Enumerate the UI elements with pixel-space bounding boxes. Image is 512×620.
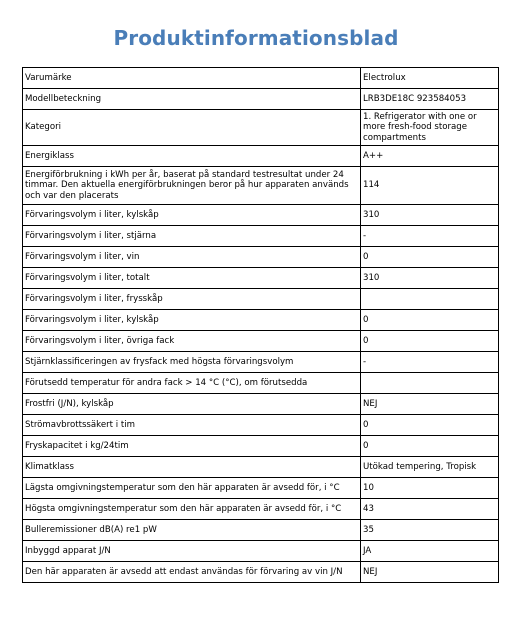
page-title: Produktinformationsblad — [113, 26, 399, 50]
row-value: JA — [361, 541, 499, 562]
table-row — [23, 89, 499, 110]
row-label: Stjärnklassificeringen av frysfack med högsta förvaringsvolym — [23, 352, 361, 373]
table-row — [23, 331, 499, 352]
table-row — [23, 352, 499, 373]
table-row — [23, 68, 499, 89]
row-label: Kategori — [23, 110, 361, 146]
row-label: Förvaringsvolym i liter, vin — [23, 247, 361, 268]
table-row — [23, 110, 499, 146]
row-label: Förvaringsvolym i liter, övriga fack — [23, 331, 361, 352]
row-label: Högsta omgivningstemperatur som den här apparaten är avsedd för, i °C — [23, 499, 361, 520]
row-value: 0 — [361, 310, 499, 331]
row-label: Klimatklass — [23, 457, 361, 478]
row-label: Fryskapacitet i kg/24tim — [23, 436, 361, 457]
row-label: Förvaringsvolym i liter, frysskåp — [23, 289, 361, 310]
row-label: Förvaringsvolym i liter, stjärna — [23, 226, 361, 247]
row-value: 310 — [361, 268, 499, 289]
table-row — [23, 541, 499, 562]
table-row — [23, 457, 499, 478]
row-value: A++ — [361, 146, 499, 167]
row-value: 114 — [361, 167, 499, 205]
row-label: Strömavbrottssäkert i tim — [23, 415, 361, 436]
row-value: 0 — [361, 247, 499, 268]
row-value: 43 — [361, 499, 499, 520]
table-row — [23, 226, 499, 247]
row-value: LRB3DE18C 923584053 — [361, 89, 499, 110]
row-value — [361, 289, 499, 310]
row-label: Frostfri (J/N), kylskåp — [23, 394, 361, 415]
row-label: Förvaringsvolym i liter, totalt — [23, 268, 361, 289]
table-row — [23, 562, 499, 583]
row-value — [361, 373, 499, 394]
row-label: Den här apparaten är avsedd att endast användas för förvaring av vin J/N — [23, 562, 361, 583]
table-row — [23, 499, 499, 520]
row-value: 0 — [361, 436, 499, 457]
row-label: Förutsedd temperatur för andra fack > 14 °C (°C), om förutsedda — [23, 373, 361, 394]
table-row — [23, 373, 499, 394]
table-row — [23, 205, 499, 226]
row-value: 10 — [361, 478, 499, 499]
row-label: Energiförbrukning i kWh per år, baserat på standard testresultat under 24 timmar. Den aktuella energiförbrukningen beror på hur apparaten används och var den placerats — [23, 167, 361, 205]
table-row — [23, 436, 499, 457]
table-row — [23, 167, 499, 205]
table-row — [23, 415, 499, 436]
row-value: 0 — [361, 415, 499, 436]
row-value: 1. Refrigerator with one or more fresh-food storage compartments — [361, 110, 499, 146]
table-row — [23, 289, 499, 310]
row-value: - — [361, 226, 499, 247]
table-row — [23, 478, 499, 499]
table-row — [23, 394, 499, 415]
table-row — [23, 520, 499, 541]
product-info-table — [22, 67, 499, 583]
row-value: Electrolux — [361, 68, 499, 89]
row-value: - — [361, 352, 499, 373]
row-label: Förvaringsvolym i liter, kylskåp — [23, 310, 361, 331]
row-label: Modellbeteckning — [23, 89, 361, 110]
row-value: NEJ — [361, 562, 499, 583]
row-label: Varumärke — [23, 68, 361, 89]
table-row — [23, 310, 499, 331]
row-value: Utökad tempering, Tropisk — [361, 457, 499, 478]
row-value: 310 — [361, 205, 499, 226]
row-label: Bulleremissioner dB(A) re1 pW — [23, 520, 361, 541]
table-row — [23, 268, 499, 289]
row-value: 0 — [361, 331, 499, 352]
row-label: Lägsta omgivningstemperatur som den här apparaten är avsedd för, i °C — [23, 478, 361, 499]
row-label: Förvaringsvolym i liter, kylskåp — [23, 205, 361, 226]
product-info-table-body — [23, 68, 499, 583]
row-value: 35 — [361, 520, 499, 541]
table-row — [23, 247, 499, 268]
table-row — [23, 146, 499, 167]
row-label: Inbyggd apparat J/N — [23, 541, 361, 562]
row-value: NEJ — [361, 394, 499, 415]
row-label: Energiklass — [23, 146, 361, 167]
